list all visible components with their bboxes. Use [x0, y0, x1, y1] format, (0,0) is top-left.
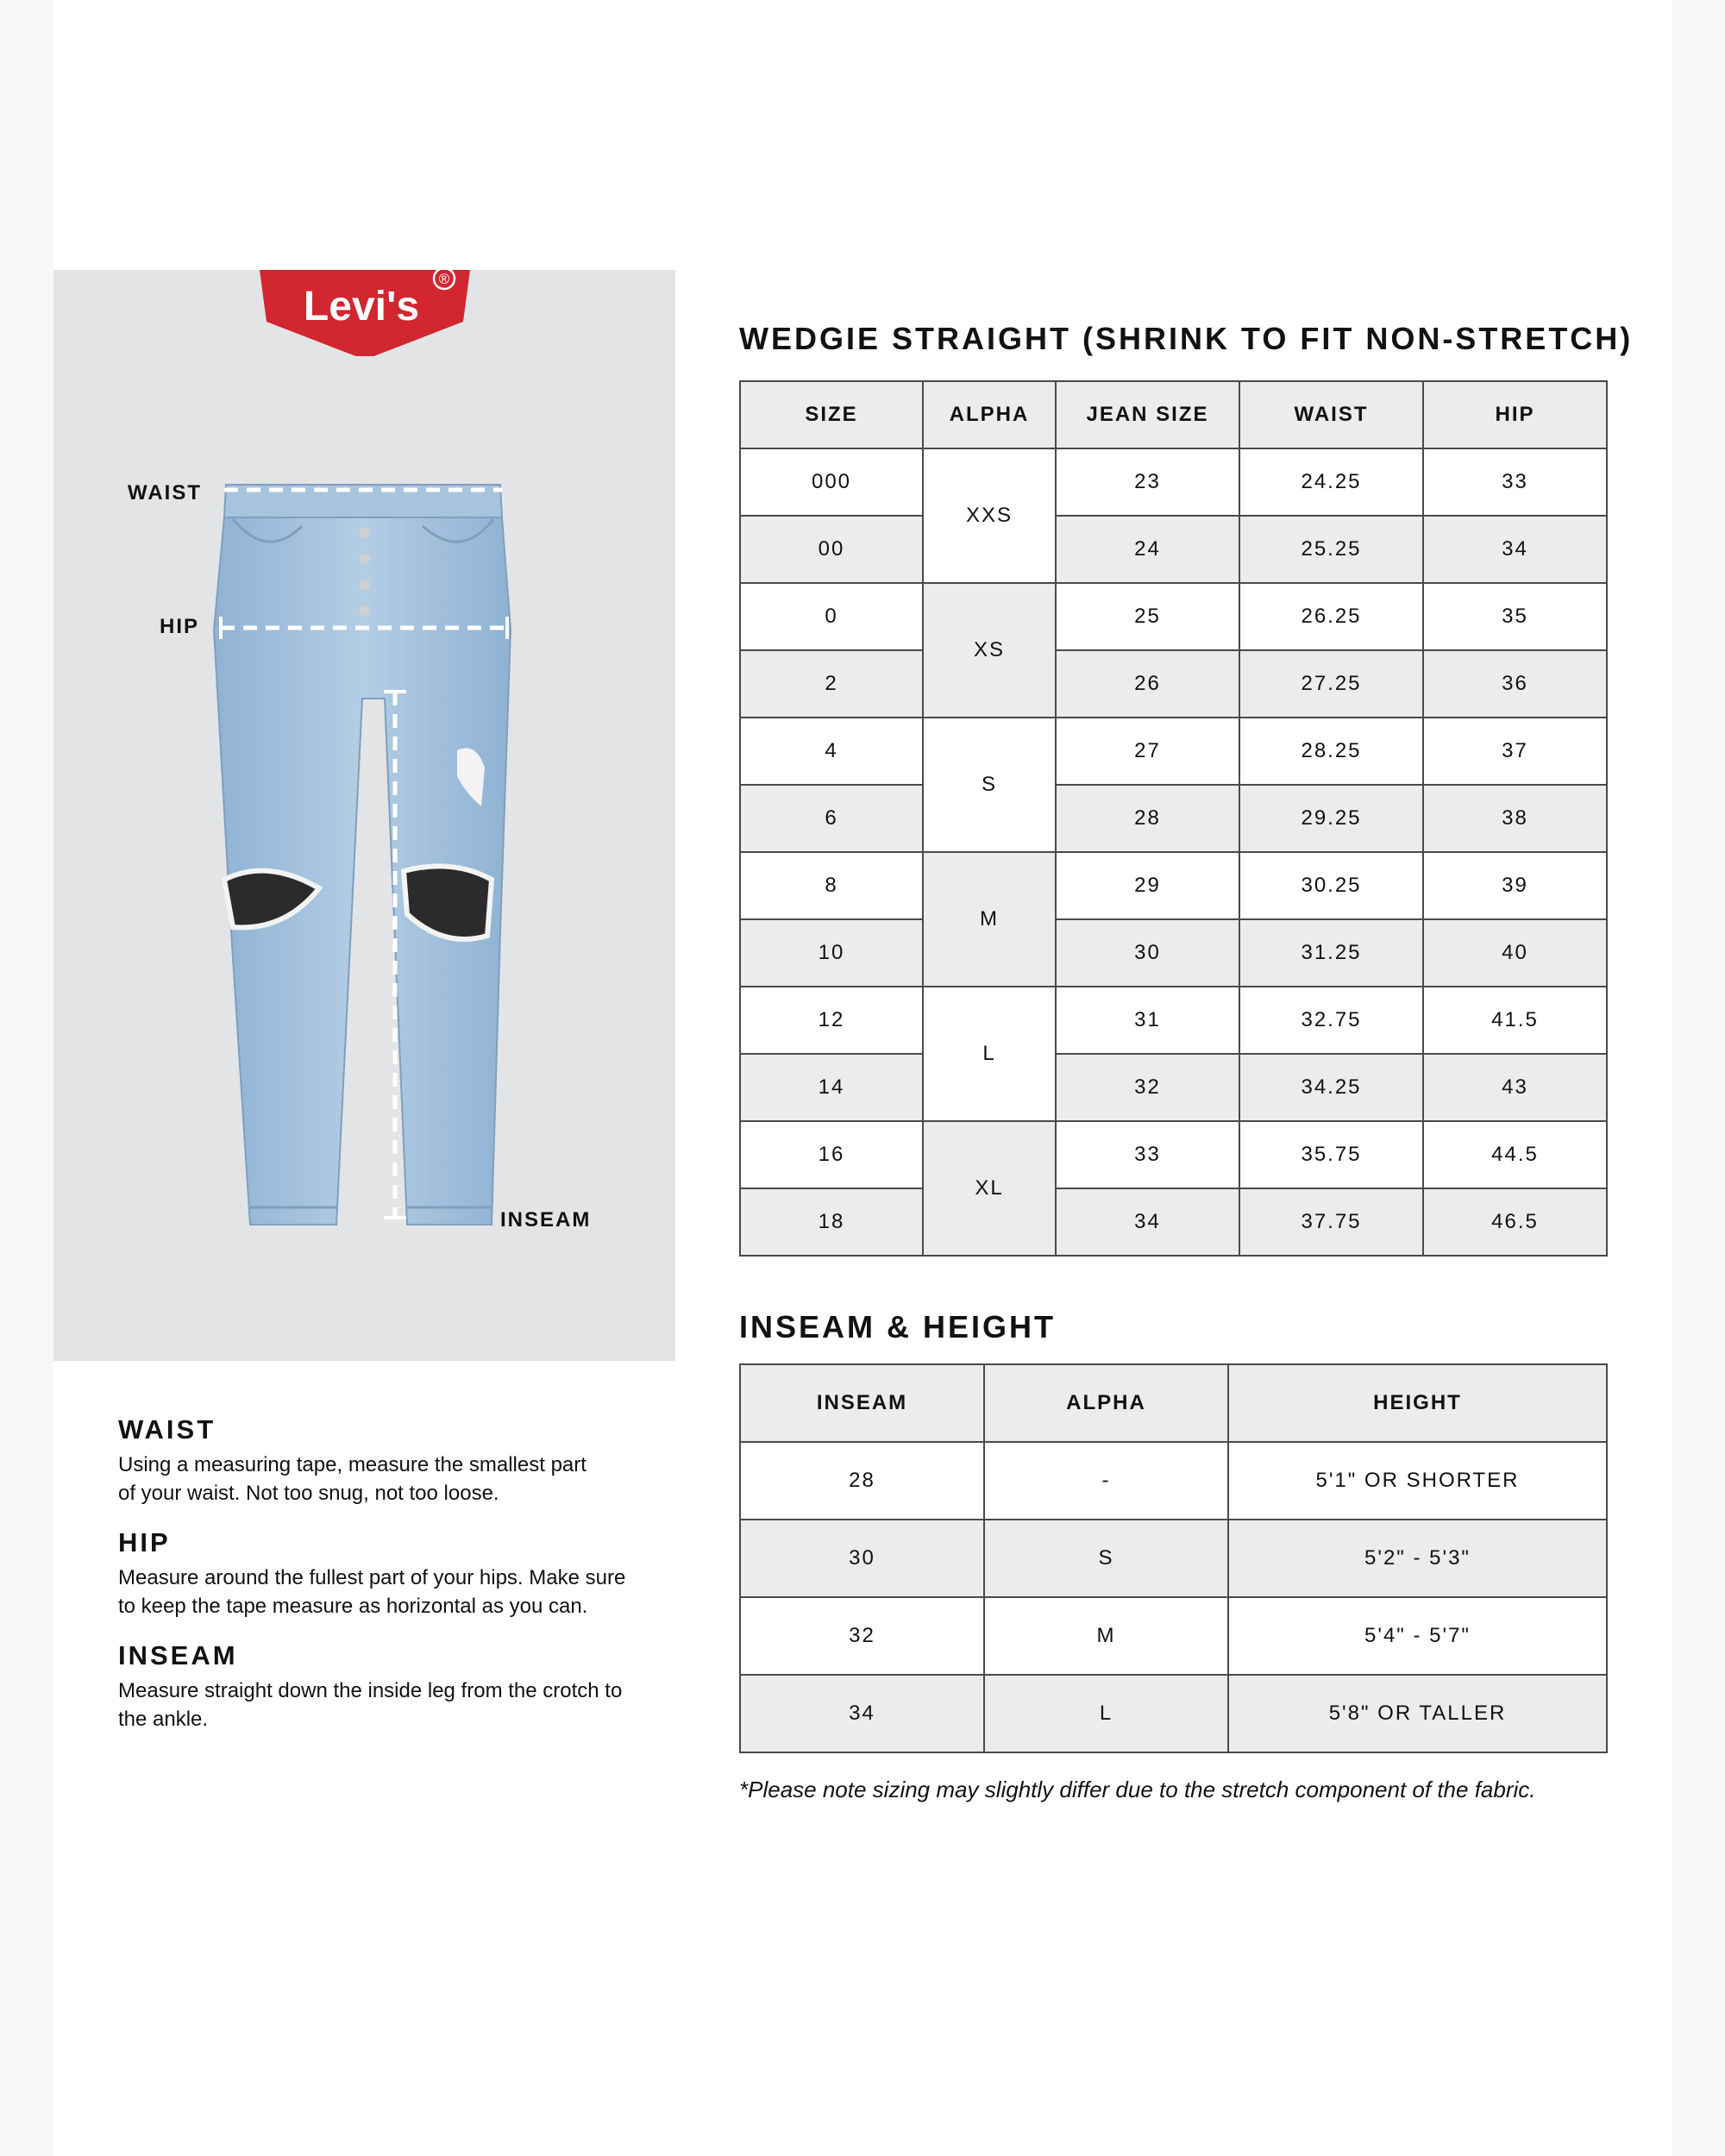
header-height: HEIGHT — [1228, 1364, 1607, 1442]
table-row — [740, 1520, 1607, 1597]
table-row — [740, 987, 1607, 1054]
jean-size-cell: 26 — [1056, 650, 1239, 718]
hip-description — [118, 1527, 687, 1620]
alpha-cell: L — [923, 987, 1056, 1121]
diagram-label-waist: WAIST — [128, 481, 202, 505]
waist-description — [118, 1414, 687, 1507]
size-chart-title: WEDGIE STRAIGHT (SHRINK TO FIT NON-STRETCH) — [739, 321, 1634, 356]
hip-cell: 37 — [1423, 718, 1607, 785]
waist-cell: 24.25 — [1239, 448, 1423, 516]
jeans-illustration — [207, 466, 552, 1242]
inseam-chart-title: INSEAM & HEIGHT — [739, 1309, 1057, 1344]
hip-cell: 39 — [1423, 852, 1607, 919]
waist-cell: 32.75 — [1239, 987, 1423, 1054]
registered-mark: ® — [438, 271, 450, 287]
table-row — [740, 718, 1607, 785]
table-row — [740, 516, 1607, 583]
alpha-cell: M — [984, 1597, 1228, 1675]
table-row — [740, 583, 1607, 650]
size-cell: 00 — [740, 516, 923, 583]
inseam-description — [118, 1640, 687, 1733]
diagram-label-hip: HIP — [160, 615, 200, 638]
waist-cell: 29.25 — [1239, 785, 1423, 852]
alpha-cell: L — [984, 1675, 1228, 1752]
header-alpha: ALPHA — [923, 381, 1056, 448]
footnote: *Please note sizing may slightly differ due to the stretch component of the fabric. — [739, 1777, 1536, 1802]
diagram-label-inseam: INSEAM — [500, 1208, 592, 1232]
table-row — [740, 1597, 1607, 1675]
size-chart-header-row — [740, 381, 1607, 448]
header-inseam: INSEAM — [740, 1364, 984, 1442]
size-cell: 4 — [740, 718, 923, 785]
size-cell: 18 — [740, 1188, 923, 1256]
table-row — [740, 919, 1607, 987]
jean-size-cell: 31 — [1056, 987, 1239, 1054]
table-row — [740, 1121, 1607, 1188]
jean-size-cell: 23 — [1056, 448, 1239, 516]
table-row — [740, 650, 1607, 718]
size-cell: 8 — [740, 852, 923, 919]
inseam-chart-table — [739, 1363, 1608, 1753]
waist-cell: 37.75 — [1239, 1188, 1423, 1256]
levis-logo — [260, 270, 470, 356]
hip-cell: 44.5 — [1423, 1121, 1607, 1188]
size-cell: 6 — [740, 785, 923, 852]
size-cell: 10 — [740, 919, 923, 987]
jean-size-cell: 28 — [1056, 785, 1239, 852]
table-row — [740, 1442, 1607, 1520]
size-cell: 16 — [740, 1121, 923, 1188]
jean-size-cell: 29 — [1056, 852, 1239, 919]
table-row — [740, 785, 1607, 852]
inseam-cell: 32 — [740, 1597, 984, 1675]
waist-cell: 31.25 — [1239, 919, 1423, 987]
header-alpha: ALPHA — [984, 1364, 1228, 1442]
waist-text: Using a measuring tape, measure the smallest part of your waist. Not too snug, not too loose. — [118, 1453, 586, 1505]
logo-text: Levi's — [303, 284, 420, 329]
hip-cell: 34 — [1423, 516, 1607, 583]
size-chart-table — [739, 380, 1608, 1257]
jean-size-cell: 27 — [1056, 718, 1239, 785]
inseam-chart-header-row — [740, 1364, 1607, 1442]
alpha-cell: S — [923, 718, 1056, 852]
height-cell: 5'2" - 5'3" — [1228, 1520, 1607, 1597]
hip-cell: 40 — [1423, 919, 1607, 987]
hip-cell: 41.5 — [1423, 987, 1607, 1054]
size-cell: 14 — [740, 1054, 923, 1121]
inseam-cell: 28 — [740, 1442, 984, 1520]
header-hip: HIP — [1423, 381, 1607, 448]
header-size: SIZE — [740, 381, 923, 448]
waist-cell: 27.25 — [1239, 650, 1423, 718]
size-cell: 0 — [740, 583, 923, 650]
inseam-text: Measure straight down the inside leg from the crotch to the ankle. — [118, 1679, 623, 1731]
size-cell: 2 — [740, 650, 923, 718]
size-cell: 12 — [740, 987, 923, 1054]
size-cell: 000 — [740, 448, 923, 516]
jean-size-cell: 25 — [1056, 583, 1239, 650]
hip-cell: 33 — [1423, 448, 1607, 516]
hip-heading: HIP — [118, 1527, 171, 1557]
inseam-cell: 34 — [740, 1675, 984, 1752]
alpha-cell: XL — [923, 1121, 1056, 1256]
table-row — [740, 852, 1607, 919]
jean-size-cell: 33 — [1056, 1121, 1239, 1188]
hip-cell: 35 — [1423, 583, 1607, 650]
inseam-cell: 30 — [740, 1520, 984, 1597]
hip-cell: 36 — [1423, 650, 1607, 718]
waist-heading: WAIST — [118, 1414, 216, 1445]
hip-cell: 43 — [1423, 1054, 1607, 1121]
waist-cell: 25.25 — [1239, 516, 1423, 583]
alpha-cell: S — [984, 1520, 1228, 1597]
jean-size-cell: 24 — [1056, 516, 1239, 583]
header-waist: WAIST — [1239, 381, 1423, 448]
height-cell: 5'4" - 5'7" — [1228, 1597, 1607, 1675]
hip-cell: 38 — [1423, 785, 1607, 852]
alpha-cell: - — [984, 1442, 1228, 1520]
table-row — [740, 1054, 1607, 1121]
waist-cell: 34.25 — [1239, 1054, 1423, 1121]
height-cell: 5'1" OR SHORTER — [1228, 1442, 1607, 1520]
inseam-heading: INSEAM — [118, 1640, 238, 1670]
waist-cell: 28.25 — [1239, 718, 1423, 785]
alpha-cell: XXS — [923, 448, 1056, 583]
alpha-cell: XS — [923, 583, 1056, 718]
height-cell: 5'8" OR TALLER — [1228, 1675, 1607, 1752]
jean-size-cell: 30 — [1056, 919, 1239, 987]
header-jean-size: JEAN SIZE — [1056, 381, 1239, 448]
waist-cell: 26.25 — [1239, 583, 1423, 650]
jean-size-cell: 34 — [1056, 1188, 1239, 1256]
jean-size-cell: 32 — [1056, 1054, 1239, 1121]
waist-cell: 35.75 — [1239, 1121, 1423, 1188]
hip-text: Measure around the fullest part of your hips. Make sure to keep the tape measure as horizontal as you can. — [118, 1566, 626, 1618]
table-row — [740, 1675, 1607, 1752]
table-row — [740, 448, 1607, 516]
table-row — [740, 1188, 1607, 1256]
waist-cell: 30.25 — [1239, 852, 1423, 919]
alpha-cell: M — [923, 852, 1056, 987]
hip-cell: 46.5 — [1423, 1188, 1607, 1256]
